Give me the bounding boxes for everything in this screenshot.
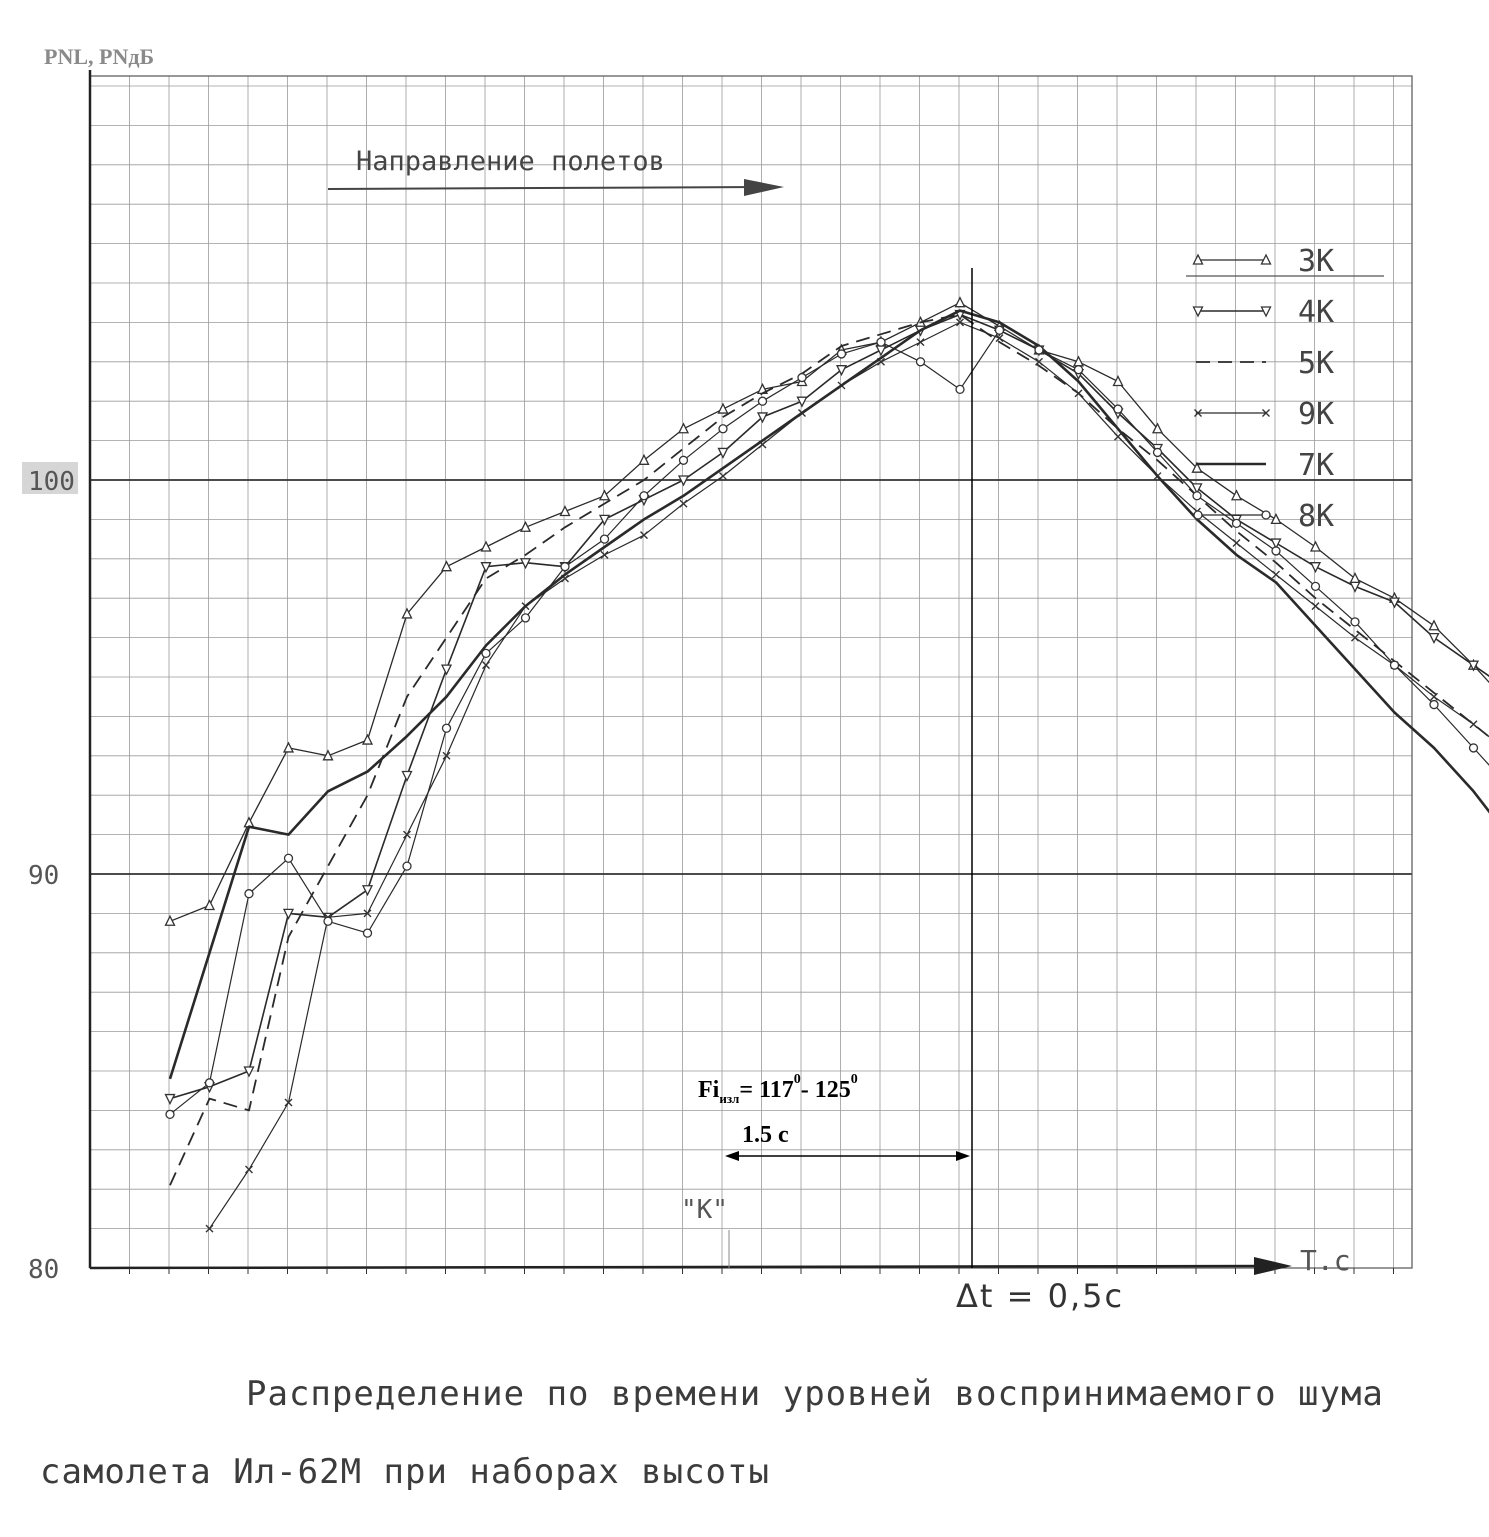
data-point bbox=[1272, 547, 1280, 555]
data-point bbox=[1075, 366, 1083, 374]
data-point bbox=[601, 535, 609, 543]
data-point bbox=[561, 507, 570, 516]
data-point bbox=[522, 614, 530, 622]
legend-label: 3К bbox=[1298, 244, 1335, 279]
caption-line-1: Распределение по времени уровней воспринимаемого шума bbox=[246, 1374, 1384, 1414]
data-point bbox=[284, 743, 293, 752]
data-point bbox=[206, 1079, 214, 1087]
x-axis-label: Т.с bbox=[1300, 1244, 1351, 1277]
flight-direction-label: Направление полетов bbox=[356, 146, 665, 177]
data-point bbox=[482, 542, 491, 551]
legend-label: 8К bbox=[1298, 499, 1335, 534]
data-point bbox=[720, 473, 727, 480]
data-point bbox=[1351, 574, 1360, 583]
data-point bbox=[1430, 634, 1439, 643]
data-point bbox=[324, 917, 332, 925]
legend-label: 7К bbox=[1298, 448, 1335, 483]
data-point bbox=[1233, 540, 1240, 547]
angle-value: = 117 bbox=[739, 1077, 794, 1103]
data-point bbox=[442, 665, 451, 674]
data-point bbox=[205, 901, 214, 910]
series-line bbox=[170, 330, 1489, 1114]
data-point bbox=[403, 772, 412, 781]
data-point bbox=[1273, 571, 1280, 578]
data-point bbox=[1233, 519, 1241, 527]
legend-item-8К bbox=[1194, 499, 1334, 534]
y-tick-label: 90 bbox=[28, 861, 60, 891]
data-point bbox=[166, 1110, 174, 1118]
data-point bbox=[679, 424, 688, 433]
data-point bbox=[680, 456, 688, 464]
data-point bbox=[759, 397, 767, 405]
data-point bbox=[166, 916, 175, 925]
series-line bbox=[170, 315, 1489, 1186]
angle-main: Fi bbox=[698, 1077, 720, 1103]
data-point bbox=[403, 862, 411, 870]
data-point bbox=[442, 562, 451, 571]
series-3К bbox=[166, 298, 1489, 926]
data-point bbox=[285, 854, 293, 862]
x-axis-arrow-icon bbox=[1254, 1257, 1292, 1275]
series-line bbox=[170, 311, 1489, 1079]
legend-label: 5К bbox=[1298, 346, 1335, 381]
data-point bbox=[917, 339, 924, 346]
data-point bbox=[1311, 542, 1320, 551]
data-point bbox=[838, 350, 846, 358]
flight-direction-arrow bbox=[328, 187, 770, 189]
data-point bbox=[245, 890, 253, 898]
data-point bbox=[1114, 405, 1122, 413]
data-point bbox=[1154, 448, 1162, 456]
data-point bbox=[956, 298, 965, 307]
data-point bbox=[364, 929, 372, 937]
data-point bbox=[1075, 390, 1082, 397]
series-5К bbox=[170, 315, 1489, 1186]
legend-item-4К bbox=[1194, 295, 1335, 330]
data-point bbox=[482, 649, 490, 657]
data-point bbox=[1114, 377, 1123, 386]
legend-item-5К bbox=[1196, 346, 1334, 381]
data-point bbox=[680, 500, 687, 507]
data-point bbox=[996, 326, 1004, 334]
legend-marker bbox=[1262, 511, 1270, 519]
data-point bbox=[1193, 492, 1201, 500]
legend-label: 4К bbox=[1298, 295, 1335, 330]
data-point bbox=[719, 448, 728, 457]
legend-item-7К bbox=[1196, 448, 1334, 483]
caption-line-2: самолета Ил-62М при наборах высоты bbox=[40, 1452, 770, 1492]
legend-marker bbox=[1194, 511, 1202, 519]
data-point bbox=[798, 374, 806, 382]
data-point bbox=[1431, 693, 1438, 700]
data-point bbox=[640, 455, 649, 464]
y-tick-label: 80 bbox=[28, 1255, 60, 1285]
data-point bbox=[641, 532, 648, 539]
series-line bbox=[170, 303, 1489, 922]
data-point bbox=[877, 338, 885, 346]
y-axis-label: PNL, PNдБ bbox=[44, 44, 154, 69]
data-point bbox=[1272, 514, 1281, 523]
data-point bbox=[1035, 346, 1043, 354]
data-point bbox=[601, 551, 608, 558]
data-point bbox=[1312, 582, 1320, 590]
arrow-head-icon bbox=[744, 179, 784, 196]
data-point bbox=[1311, 563, 1320, 572]
angle-separator: - 125 bbox=[800, 1077, 851, 1103]
interval-arrow-left-icon bbox=[725, 1151, 739, 1161]
data-point bbox=[1312, 603, 1319, 610]
data-point bbox=[877, 346, 886, 355]
data-point bbox=[1470, 744, 1478, 752]
delta-t-label: Δt = 0,5с bbox=[956, 1277, 1125, 1315]
data-point bbox=[1470, 721, 1477, 728]
data-point bbox=[1391, 661, 1399, 669]
angle-degree-2: 0 bbox=[850, 1072, 858, 1087]
legend-item-9К bbox=[1195, 397, 1335, 432]
data-point bbox=[1430, 621, 1439, 630]
data-point bbox=[166, 1095, 175, 1104]
data-point bbox=[521, 522, 530, 531]
interval-label: 1.5 с bbox=[742, 1122, 789, 1148]
data-point bbox=[1115, 433, 1122, 440]
k-mark-label: "К" bbox=[681, 1195, 728, 1225]
legend-label: 9К bbox=[1298, 397, 1335, 432]
data-point bbox=[1430, 701, 1438, 709]
data-point bbox=[719, 425, 727, 433]
data-point bbox=[561, 563, 569, 571]
y-tick-label: 100 bbox=[28, 467, 75, 497]
data-point bbox=[443, 724, 451, 732]
data-point bbox=[363, 886, 372, 895]
series-8К bbox=[166, 326, 1489, 1118]
series-7К bbox=[170, 311, 1489, 1079]
data-point bbox=[483, 662, 490, 669]
data-point bbox=[640, 492, 648, 500]
series-4К bbox=[166, 311, 1489, 1104]
angle-sub: изл bbox=[719, 1091, 740, 1106]
interval-arrow-right-icon bbox=[956, 1151, 970, 1161]
series-line bbox=[170, 315, 1489, 1099]
data-point bbox=[1351, 618, 1359, 626]
data-point bbox=[719, 404, 728, 413]
data-point bbox=[363, 735, 372, 744]
angle-degree-1: 0 bbox=[793, 1072, 801, 1087]
data-point bbox=[246, 1166, 253, 1173]
data-point bbox=[1232, 491, 1241, 500]
data-point bbox=[956, 385, 964, 393]
data-point bbox=[917, 358, 925, 366]
data-point bbox=[837, 366, 846, 375]
y-tick-labels bbox=[22, 462, 78, 1285]
